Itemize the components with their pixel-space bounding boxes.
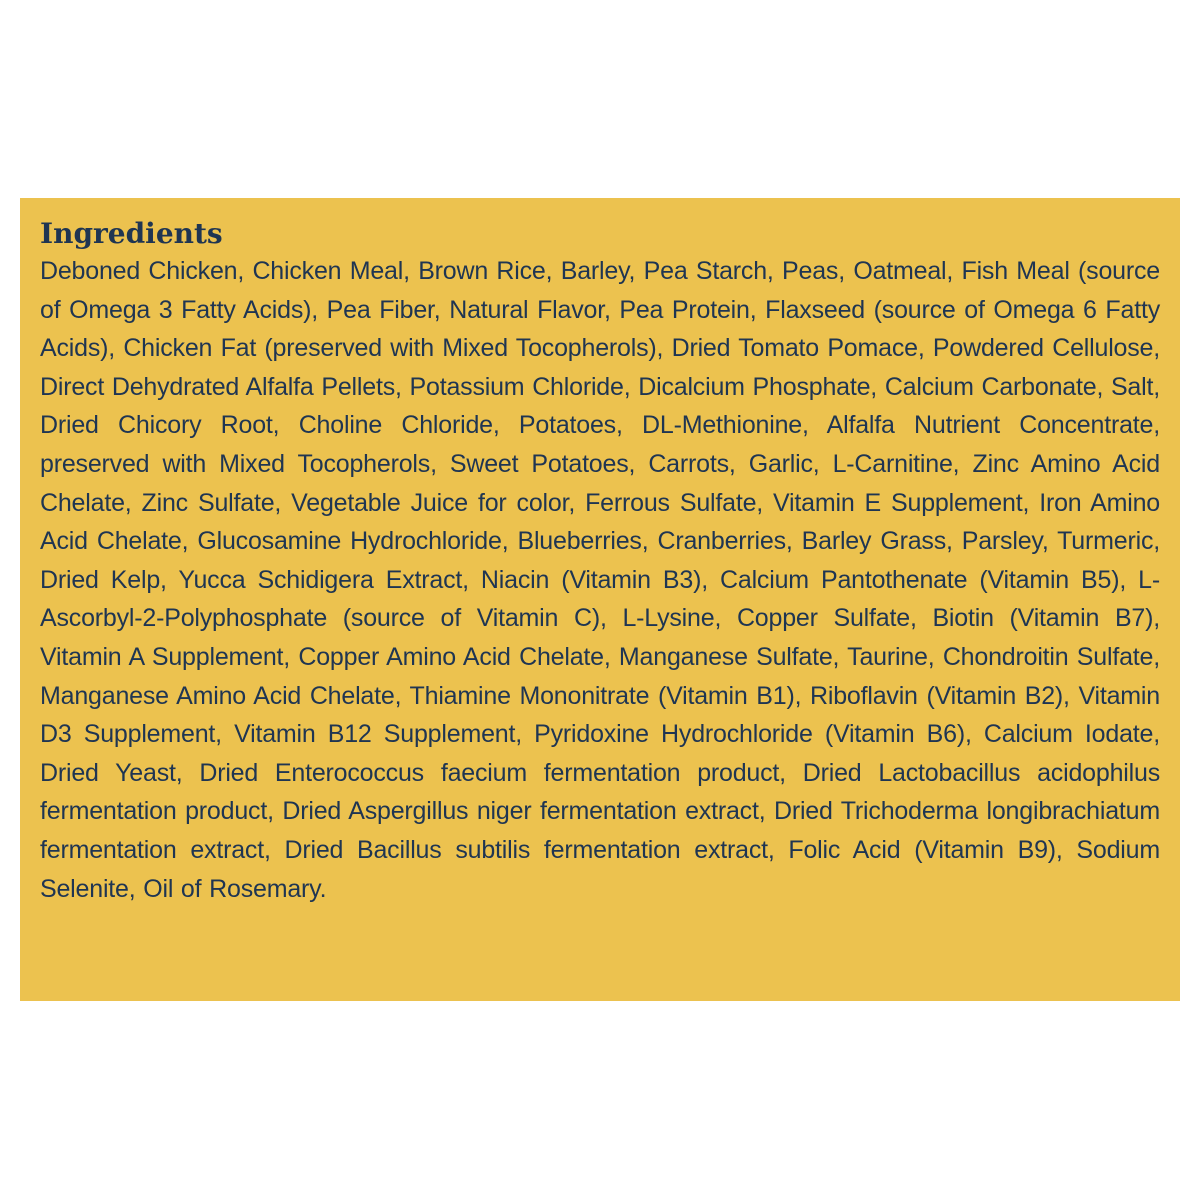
ingredients-list: Deboned Chicken, Chicken Meal, Brown Rice, Barley, Pea Starch, Peas, Oatmeal, Fish Meal (source of Omega 3 Fatty Acids), Pea Fiber, Natural Flavor, Pea Protein, Flaxseed (source of Omega 6 Fatty Acids), Chicken Fat (preserved with Mixed Tocopherols), Dried Tomato Pomace, Powdered Cellulose, Direct Dehydrated Alfalfa Pellets, Potassium Chloride, Dicalcium Phosphate, Calcium Carbonate, Salt, Dried Chicory Root, Choline Chloride, Potatoes, DL-Methionine, Alfalfa Nutrient Concentrate, preserved with Mixed Tocopherols, Sweet Potatoes, Carrots, Garlic, L-Carnitine, Zinc Amino Acid Chelate, Zinc Sulfate, Vegetable Juice for color, Ferrous Sulfate, Vitamin E Supplement, Iron Amino Acid Chelate, Glucosamine Hydrochloride, Blueberries, Cranberries, Barley Grass, Parsley, Turmeric, Dried Kelp, Yucca Schidigera Extract, Niacin (Vitamin B3), Calcium Pantothenate (Vitamin B5), L-Ascorbyl-2-Polyphosphate (source of Vitamin C), L-Lysine, Copper Sulfate, Biotin (Vitamin B7), Vitamin A Supplement, Copper Amino Acid Chelate, Manganese Sulfate, Taurine, Chondroitin Sulfate, Manganese Amino Acid Chelate, Thiamine Mononitrate (Vitamin B1), Riboflavin (Vitamin B2), Vitamin D3 Supplement, Vitamin B12 Supplement, Pyridoxine Hydrochloride (Vitamin B6), Calcium Iodate, Dried Yeast, Dried Enterococcus faecium fermentation product, Dried Lactobacillus acidophilus fermentation product, Dried Aspergillus niger fermentation extract, Dried Trichoderma longibrachiatum fermentation extract, Dried Bacillus subtilis fermentation extract, Folic Acid (Vitamin B9), Sodium Selenite, Oil of Rosemary. [40,257,1160,903]
ingredients-panel [20,198,1180,1001]
ingredients-title: Ingredients [40,217,223,250]
